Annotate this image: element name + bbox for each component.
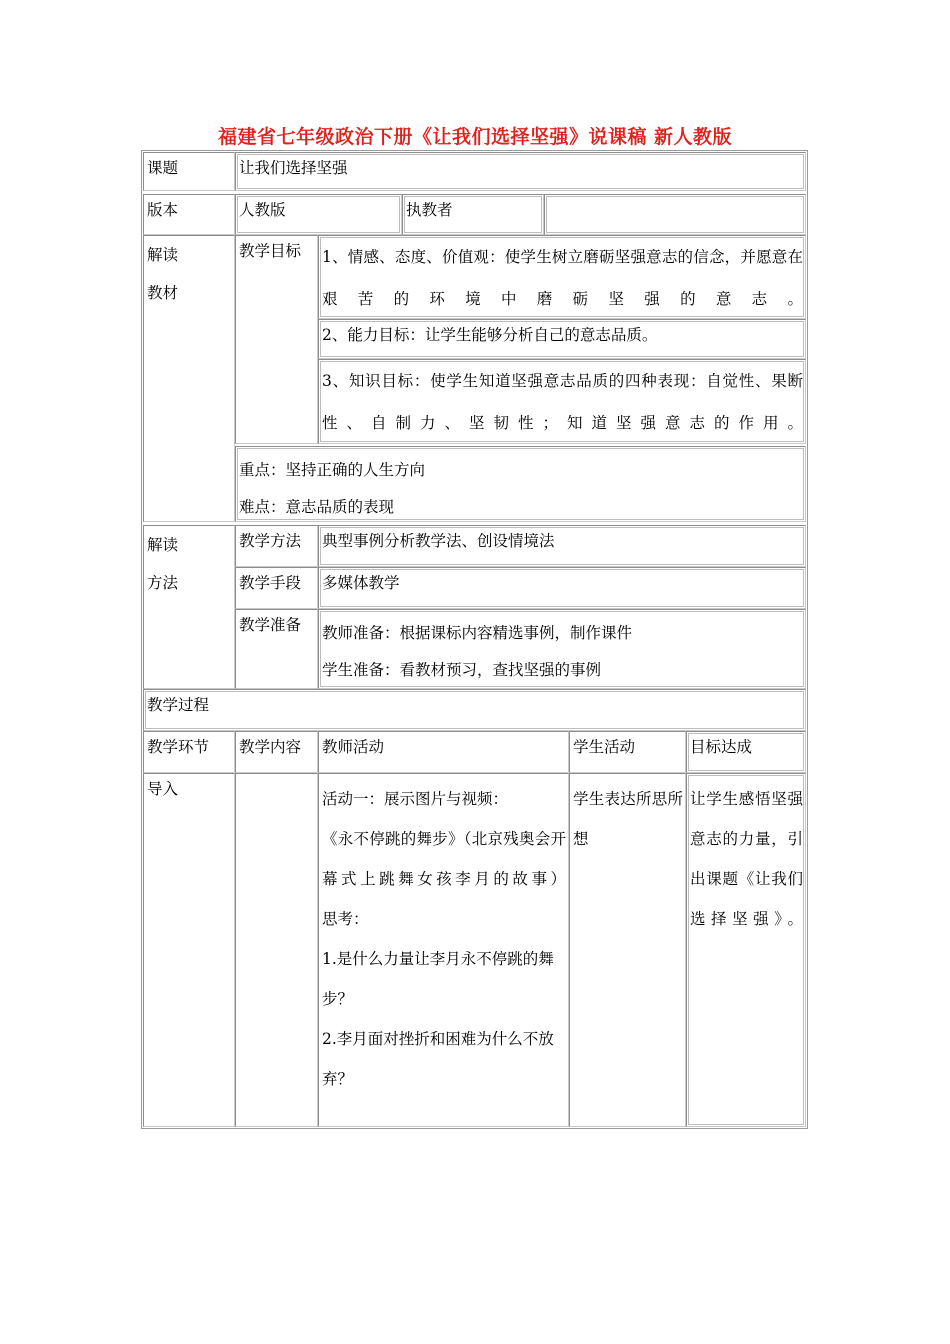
teacher-label: 执教者 [406,201,453,219]
intro-student-activity-cell [569,773,686,1127]
intro-content-cell [235,773,318,1127]
teaching-method-label-cell [235,525,318,567]
preparation-value-cell [318,609,806,689]
edition-value: 人教版 [239,201,286,219]
method-label-line-1: 解读 [147,536,179,554]
process-label-cell [143,689,806,731]
key-point: 重点：坚持正确的人生方向 [239,461,426,479]
objective-2-cell [318,319,806,359]
teacher-activity-line-2: 《永不停跳的舞步》（北京残奥会开幕式上跳舞女孩李月的故事） [322,830,566,888]
intro-goal-cell [686,773,806,1127]
process-label: 教学过程 [147,696,210,714]
objectives-label-cell [235,235,318,444]
teacher-activity-line-3: 思考： [322,910,369,928]
teacher-value-cell [544,194,806,235]
header-goal-cell [686,731,806,773]
textbook-label-line-1: 解读 [147,246,179,264]
method-label-line-2: 方法 [147,574,179,592]
teacher-label-cell [402,194,544,235]
topic-value: 让我们选择坚强 [239,159,348,177]
header-student-activity-cell [569,731,686,773]
header-teacher-activity-cell [318,731,569,773]
topic-label: 课题 [147,159,179,177]
edition-label: 版本 [147,201,179,219]
topic-value-cell [235,152,806,191]
header-student-activity: 学生活动 [573,738,636,756]
teacher-activity-line-5: 2.李月面对挫折和困难为什么不放弃？ [322,1030,554,1088]
edition-value-cell [235,194,402,235]
objective-3-cell [318,359,806,444]
difficult-point: 难点：意志品质的表现 [239,498,395,516]
header-content-cell [235,731,318,773]
teaching-method-value: 典型事例分析教学法、创设情境法 [322,532,555,550]
teaching-means-value-cell [318,567,806,609]
teacher-activity-line-1: 活动一：展示图片与视频： [322,790,509,808]
header-stage: 教学环节 [147,738,210,756]
teaching-means-value: 多媒体教学 [322,574,400,592]
header-stage-cell [143,731,235,773]
header-goal: 目标达成 [690,738,753,756]
teaching-means-label: 教学手段 [239,574,302,592]
teacher-preparation: 教师准备：根据课标内容精选事例，制作课件 [322,624,633,642]
textbook-label-line-2: 教材 [147,284,179,302]
intro-student-activity: 学生表达所思所想 [573,790,683,848]
teacher-activity-line-4: 1.是什么力量让李月永不停跳的舞步？ [322,950,554,1008]
document-title: 福建省七年级政治下册《让我们选择坚强》说课稿 新人教版 [217,126,733,148]
topic-label-cell [143,152,235,191]
preparation-label: 教学准备 [239,616,302,634]
intro-stage-cell [143,773,235,1127]
objective-1-cell [318,235,806,319]
header-content: 教学内容 [239,738,302,756]
edition-label-cell [143,194,235,235]
key-points-cell [235,446,806,522]
method-section-label-cell [143,525,235,689]
intro-goal: 让学生感悟坚强意志的力量，引出课题《让我们选择坚强》。 [690,790,803,928]
header-teacher-activity: 教师活动 [322,738,385,756]
intro-teacher-activity-cell [318,773,569,1127]
teaching-method-label: 教学方法 [239,532,302,550]
student-preparation: 学生准备：看教材预习，查找坚强的事例 [322,661,602,679]
teaching-means-label-cell [235,567,318,609]
textbook-section-label-cell [143,235,235,522]
objective-2: 2、能力目标：让学生能够分析自己的意志品质。 [322,326,658,344]
preparation-label-cell [235,609,318,689]
intro-stage: 导入 [147,780,179,798]
objective-1: 1、情感、态度、价值观：使学生树立磨砺坚强意志的信念，并愿意在艰苦的环境中磨砺坚强的意志。 [322,248,803,308]
objective-3: 3、知识目标：使学生知道坚强意志品质的四种表现：自觉性、果断性、自制力、坚韧性；知道坚强意志的作用。 [322,372,803,432]
teaching-method-value-cell [318,525,806,567]
objectives-label: 教学目标 [239,242,302,260]
